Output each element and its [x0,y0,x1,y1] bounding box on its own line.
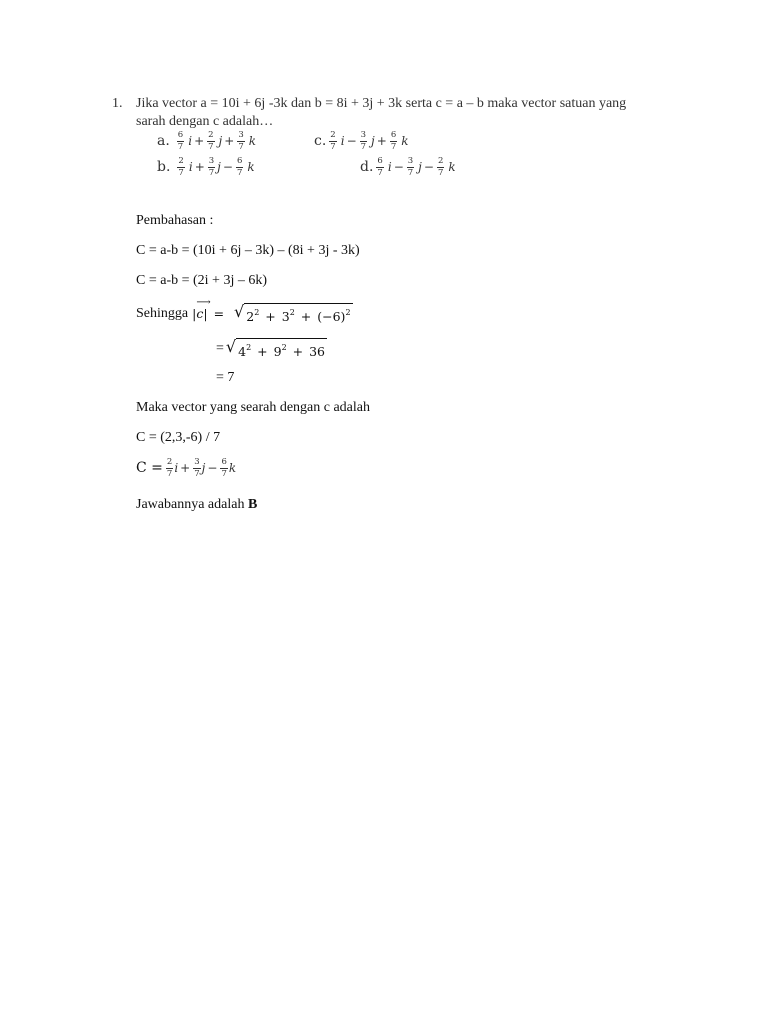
option-d-coef3-num: 2 [437,156,444,166]
magnitude-line-2 [216,338,327,359]
option-d-var1: i [387,160,392,174]
answer-prefix: Jawabannya adalah [136,497,245,512]
radicand2-plus-2: + [292,344,304,359]
question-line-1: Jika vector a = 10i + 6j -3k dan b = 8i + 3j + 3k serta c = a – b maka vector satuan yang [136,96,627,111]
option-a [157,131,256,151]
option-c-var3: k [401,134,409,148]
option-c-coef2-den: 7 [360,141,367,152]
option-b [157,157,255,177]
option-b-var3: k [247,160,255,174]
magnitude-result: = 7 [216,370,235,385]
option-a-coef2-den: 7 [208,141,214,152]
option-d-op1: − [393,160,404,174]
unit-vector-prefix: C = [136,460,163,476]
option-b-coef2-num: 3 [208,156,215,166]
radicand1-plus-1: + [265,309,276,324]
option-c-op1: − [346,134,357,148]
radicand2-exp-b: 2 [281,343,287,352]
unit-coef1-den: 7 [166,468,173,479]
option-d-coef2-den: 7 [407,167,414,178]
unit-coef3-den: 7 [221,468,227,479]
radicand1-c: (−6) [317,309,346,324]
direction-text: Maka vector yang searah dengan c adalah [136,400,370,415]
answer-letter: B [247,497,258,512]
option-d [360,157,456,177]
option-d-coef1-num: 6 [377,156,383,166]
option-d-coef3-den: 7 [437,167,444,178]
option-a-var1: i [188,134,193,148]
option-a-op2: + [224,134,235,148]
option-d-label: d. [360,159,374,175]
radicand1-exp-b: 2 [289,308,295,317]
option-a-coef1-den: 7 [177,141,184,152]
radicand1-exp-c: 2 [345,308,351,317]
option-b-coef1-den: 7 [178,167,184,178]
sqrt-icon: √ [234,302,245,321]
option-b-var2: j [217,160,221,174]
option-c-op2: + [376,134,387,148]
unit-op2: − [207,461,218,475]
vector-arrow-icon: ⟶ [196,297,210,308]
option-d-coef1-den: 7 [377,167,383,178]
magnitude-eq: = [213,306,225,321]
unit-op1: + [180,461,191,475]
radicand2-plus-1: + [257,344,268,359]
option-b-coef2-den: 7 [208,167,215,178]
option-c-coef1-num: 2 [330,130,336,140]
solution-step-1: C = a-b = (10i + 6j – 3k) – (8i + 3j - 3k) [136,243,360,258]
option-a-coef3-den: 7 [238,141,244,152]
unit-var3: k [228,461,237,475]
unit-coef2-den: 7 [194,468,200,479]
option-c-coef1-den: 7 [330,141,336,152]
radical-1 [234,303,352,324]
solution-heading: Pembahasan : [136,213,214,228]
magnitude-line-2-eq: = [216,340,224,356]
option-b-coef3-den: 7 [236,167,243,178]
option-d-var3: k [448,160,456,174]
option-c-label: c. [314,133,327,149]
unit-vector-line [136,458,236,478]
question-number: 1. [112,96,123,111]
radicand1-a: 2 [246,309,255,324]
unit-var2: j [201,461,206,475]
unit-coef1-num: 2 [166,457,173,467]
radicand2-a: 4 [238,344,247,359]
option-d-op2: − [423,160,434,174]
question-line-2: sarah dengan c adalah… [136,114,274,129]
answer-line [136,497,257,513]
radicand1-b: 3 [281,309,290,324]
unit-var1: i [174,461,179,475]
option-b-coef1-num: 2 [178,156,184,166]
radicand1-plus-2: + [300,309,312,324]
option-c-var1: i [340,134,345,148]
option-c-coef3-den: 7 [390,141,397,152]
magnitude-prefix: Sehingga [136,305,189,321]
magnitude-var: c [196,306,204,321]
option-b-op1: + [194,160,205,174]
radicand2-c: 36 [309,344,326,359]
sqrt-icon-2: √ [225,337,237,356]
radicand2-b: 9 [273,344,282,359]
option-b-label: b. [157,159,171,175]
option-c-coef3-num: 6 [390,130,397,140]
radicand1-exp-a: 2 [254,308,260,317]
option-d-coef2-num: 3 [407,156,414,166]
option-b-var1: i [188,160,193,174]
option-b-coef3-num: 6 [236,156,243,166]
unit-coef3-num: 6 [221,457,227,467]
radical-2 [226,338,327,359]
option-c [314,131,409,151]
option-b-op2: − [222,160,233,174]
magnitude-line: Sehingga | ⟶ c | = √ $2^2 + 3^2 + (-6)^2$ [136,297,351,324]
option-a-coef3-num: 3 [238,130,244,140]
option-a-op1: + [194,134,205,148]
option-a-var2: j [218,134,223,148]
option-a-label: a. [157,133,170,149]
option-a-var3: k [248,134,257,148]
option-a-coef1-num: 6 [177,130,184,140]
c-fraction-line: C = (2,3,-6) / 7 [136,430,221,445]
option-a-coef2-num: 2 [208,130,214,140]
option-d-var2: j [418,160,422,174]
option-c-coef2-num: 3 [360,130,367,140]
radicand2-exp-a: 2 [246,343,252,352]
option-c-var2: j [371,134,375,148]
solution-step-2: C = a-b = (2i + 3j – 6k) [136,273,268,288]
unit-coef2-num: 3 [194,457,200,467]
